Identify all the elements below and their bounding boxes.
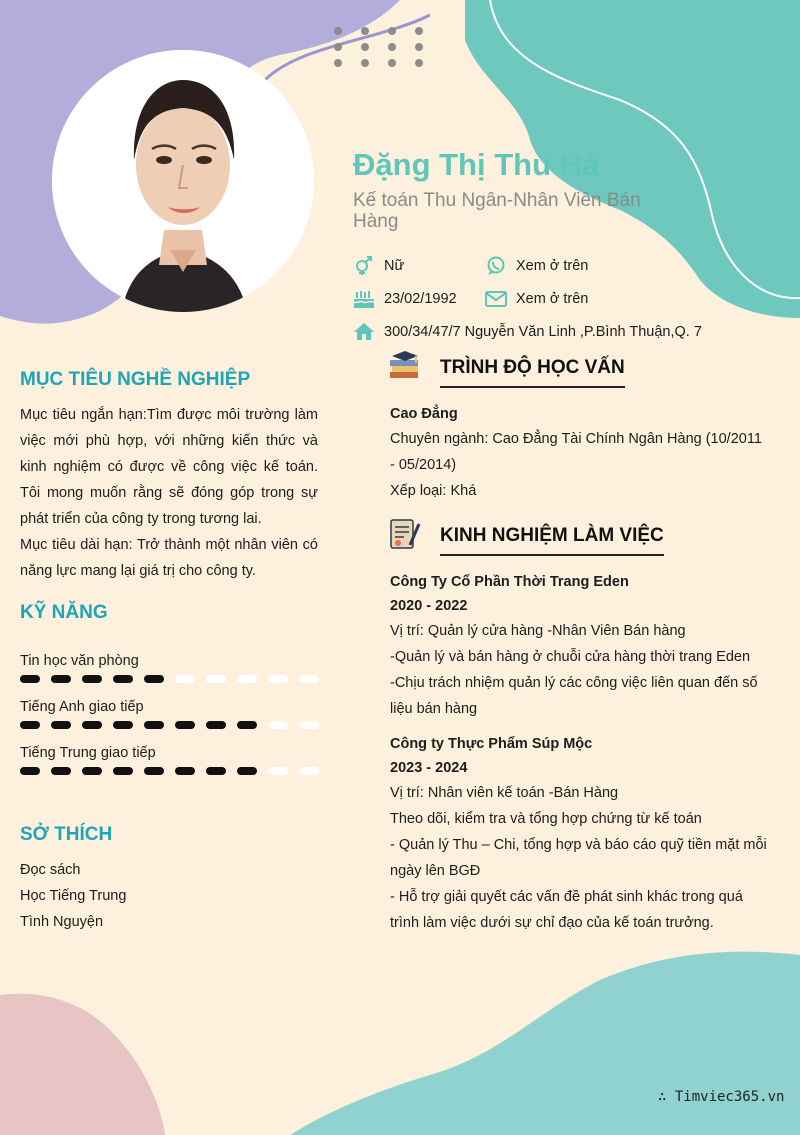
job-detail: - Hỗ trợ giải quyết các vấn đề phát sinh khác trong quá trình làm việc dưới sự chỉ đạo của kế toán trưởng. — [390, 889, 743, 931]
gender-icon — [353, 256, 375, 276]
skill-dash-filled — [206, 767, 226, 775]
experience-heading: KINH NGHIỆM LÀM VIỆC — [440, 525, 664, 556]
skill-level-bar — [20, 673, 320, 685]
hobby-item: Tình Nguyện — [20, 914, 104, 930]
hobbies-heading: SỞ THÍCH — [20, 824, 113, 845]
job-detail: Vị trí: Nhân viên kế toán -Bán Hàng — [390, 785, 619, 801]
job-period: 2020 - 2022 — [390, 598, 468, 614]
email-value: Xem ở trên — [516, 291, 589, 307]
skill-name: Tiếng Trung giao tiếp — [20, 745, 156, 761]
skill-dash-empty — [237, 675, 257, 683]
whatsapp-icon — [485, 256, 507, 276]
job-period: 2023 - 2024 — [390, 760, 468, 776]
hobby-item: Học Tiếng Trung — [20, 888, 127, 904]
skill-dash-filled — [144, 675, 164, 683]
skill-dash-empty — [268, 767, 288, 775]
skill-dash-empty — [299, 721, 319, 729]
home-icon — [353, 322, 375, 342]
job-detail: Theo dõi, kiểm tra và tổng hợp chứng từ kế toán — [390, 811, 702, 827]
skill-dash-filled — [206, 721, 226, 729]
job-company: Công ty Thực Phẩm Súp Mộc — [390, 736, 593, 752]
skills-heading: KỸ NĂNG — [20, 602, 108, 623]
job-company: Công Ty Cổ Phần Thời Trang Eden — [390, 574, 629, 590]
birthday-row — [353, 289, 457, 309]
skill-dash-filled — [237, 721, 257, 729]
skill-name: Tiếng Anh giao tiếp — [20, 699, 144, 715]
skill-dash-filled — [82, 675, 102, 683]
phone-row — [485, 256, 588, 276]
phone-value: Xem ở trên — [516, 258, 589, 274]
profile-photo — [52, 50, 314, 312]
objective-long-term: Mục tiêu dài hạn: Trở thành một nhân viên có năng lực mang lại giá trị cho công ty. — [20, 537, 318, 579]
job-detail: -Quản lý và bán hàng ở chuỗi cửa hàng thời trang Eden — [390, 649, 751, 665]
skill-dash-filled — [20, 767, 40, 775]
skill-dash-filled — [82, 721, 102, 729]
skill-dash-filled — [175, 721, 195, 729]
birthday-cake-icon — [353, 289, 375, 309]
email-row — [485, 289, 588, 309]
skill-level-bar — [20, 765, 320, 777]
objective-heading: MỤC TIÊU NGHỀ NGHIỆP — [20, 369, 251, 390]
skill-level-bar — [20, 719, 320, 731]
skill-name: Tin học văn phòng — [20, 653, 139, 669]
education-heading: TRÌNH ĐỘ HỌC VẤN — [440, 357, 625, 388]
birthday-value: 23/02/1992 — [384, 291, 457, 307]
address-row — [353, 322, 702, 342]
education-major: Chuyên ngành: Cao Đẳng Tài Chính Ngân Hàng (10/2011 - 05/2014) — [390, 431, 762, 473]
skill-dash-filled — [51, 767, 71, 775]
skill-dash-filled — [20, 675, 40, 683]
skill-dash-filled — [51, 675, 71, 683]
gender-value: Nữ — [384, 258, 405, 274]
skill-dash-filled — [113, 767, 133, 775]
candidate-name: Đặng Thị Thu Hà — [353, 147, 600, 182]
job-detail: -Chịu trách nhiệm quản lý các công việc liên quan đến số liệu bán hàng — [390, 675, 758, 717]
objective-short-term: Mục tiêu ngắn hạn:Tìm được môi trường làm việc mới phù hợp, với những kiến thức và kinh nghiệm có được về công việc kế toán. Tôi mong muốn rằng sẽ đóng góp trong sự phát triển của công ty trong tương lai. — [20, 407, 318, 527]
gender-row — [353, 256, 404, 276]
skill-dash-empty — [175, 675, 195, 683]
skill-dash-empty — [268, 721, 288, 729]
address-value: 300/34/47/7 Nguyễn Văn Linh ,P.Bình Thuận,Q. 7 — [384, 324, 702, 340]
skill-dash-empty — [268, 675, 288, 683]
skill-dash-empty — [299, 675, 319, 683]
skill-dash-filled — [113, 721, 133, 729]
skill-dash-filled — [20, 721, 40, 729]
candidate-role: Kế toán Thu Ngân-Nhân Viên Bán Hàng — [353, 190, 641, 232]
skill-dash-filled — [51, 721, 71, 729]
hobby-item: Đọc sách — [20, 862, 81, 878]
envelope-icon — [485, 289, 507, 309]
job-detail: - Quản lý Thu – Chi, tổng hợp và báo cáo quỹ tiền mặt mỗi ngày lên BGĐ — [390, 837, 767, 879]
skill-dash-filled — [237, 767, 257, 775]
skill-dash-filled — [144, 767, 164, 775]
skill-dash-filled — [144, 721, 164, 729]
skill-dash-empty — [299, 767, 319, 775]
education-level: Cao Đẳng — [390, 406, 458, 422]
job-detail: Vị trí: Quản lý cửa hàng -Nhân Viên Bán hàng — [390, 623, 686, 639]
work-document-icon — [388, 518, 422, 550]
watermark: ∴ Timviec365.vn — [658, 1089, 785, 1105]
skill-dash-filled — [175, 767, 195, 775]
graduation-books-icon — [388, 350, 422, 382]
skill-dash-filled — [113, 675, 133, 683]
skill-dash-filled — [82, 767, 102, 775]
skill-dash-empty — [206, 675, 226, 683]
education-grade: Xếp loại: Khá — [390, 483, 477, 499]
